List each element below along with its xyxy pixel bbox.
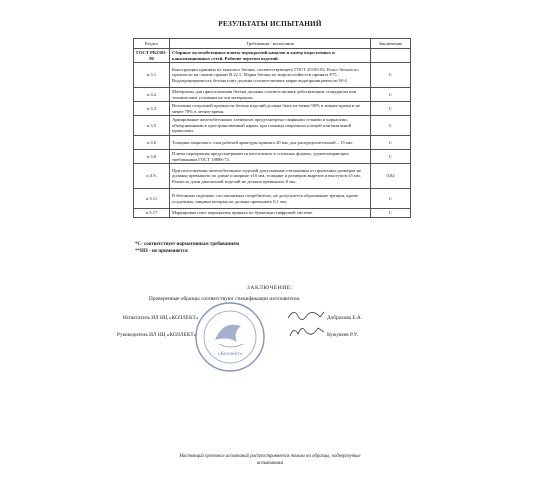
- footer-disclaimer: [0, 454, 540, 467]
- table-row: [134, 150, 411, 164]
- row-conclusion: С: [371, 150, 411, 164]
- row-conclusion: С: [371, 136, 411, 150]
- row-section: п.3.6: [134, 136, 170, 150]
- legend-notes: [135, 241, 239, 255]
- conclusion-text: Проверенные образцы соответствуют спецификации изготовителя.: [149, 296, 301, 302]
- col-header-section: Раздел: [134, 39, 170, 49]
- table-row: [134, 63, 411, 88]
- lab-stamp: [193, 300, 267, 374]
- row-section: п.3.1: [134, 63, 170, 88]
- standard-row: [134, 49, 411, 63]
- conclusion-heading: ЗАКЛЮЧЕНИЕ:: [247, 285, 293, 291]
- note-compliant: *С- соответствует нормативным требованиям: [135, 242, 240, 247]
- signer-1-name: Доброхова Е.А.: [327, 315, 363, 321]
- row-section: п.3.8: [134, 150, 170, 164]
- table-header-row: [134, 39, 411, 49]
- row-conclusion: С: [371, 63, 411, 88]
- standard-code: ГОСТ РК2305-86: [134, 49, 170, 63]
- row-conclusion: С: [371, 116, 411, 136]
- row-conclusion: С: [371, 209, 411, 218]
- document-title: РЕЗУЛЬТАТЫ ИСПЫТАНИЙ: [218, 20, 322, 28]
- row-conclusion: С: [371, 88, 411, 102]
- table-row: [134, 209, 411, 218]
- row-conclusion: С: [371, 189, 411, 209]
- row-section: п.3.2: [134, 88, 170, 102]
- row-section: п.3.5: [134, 116, 170, 136]
- standard-title: Сборные железобетонные плиты перекрытий каналов и камер водосточных и канализационных сетей. Рабочие чертежи изделий.: [170, 49, 371, 63]
- row-requirement: В бетонных изделиях, поставляемых потребителю, не допускается образование трещин, кроме усадочных, ширина которых не должна превышать 0,1 мм.: [170, 189, 371, 209]
- row-section: п.3.9.: [134, 164, 170, 189]
- table-row: [134, 116, 411, 136]
- signer-1-role: Испытатель ИЛ НЦ «КОЛЛЕКТ»: [123, 315, 199, 321]
- row-requirement: Материалы для приготовления бетона должны соответствовать действующим стандартам или техническим условиям на эти материалы.: [170, 88, 371, 102]
- row-conclusion: 0,02: [371, 164, 411, 189]
- note-not-applicable: **НП - не применяется: [135, 249, 188, 254]
- col-header-requirement: Требования / испытания: [170, 39, 371, 49]
- row-section: п.3.3: [134, 102, 170, 116]
- footer-line: испытаниям: [256, 460, 284, 466]
- table-row: [134, 88, 411, 102]
- table-row: [134, 164, 411, 189]
- row-requirement: Маркировка плит перекрытия принята по буквально-цифровой системе.: [170, 209, 371, 218]
- signature-1: [286, 306, 326, 322]
- row-requirement: Толщина защитного слоя рабочей арматуры принята 20 мм, для распределительной – 15 мм.: [170, 136, 371, 150]
- results-table: [133, 38, 411, 218]
- col-header-conclusion: Заключение: [371, 39, 411, 49]
- row-requirement: При изготовлении железобетонных изделий допускаемые отклонения от проектных размеров не должны превышать по длине и ширине ±10 мм, толщине и размерам вырезов и выступов ±5 мм. Разность длин диагоналей изделий не должна превышать 8 мм.: [170, 164, 371, 189]
- table-row: [134, 189, 411, 209]
- table-row: [134, 102, 411, 116]
- row-section: п.3.17: [134, 209, 170, 218]
- row-section: п.3.11: [134, 189, 170, 209]
- footer-line: Настоящий протокол испытаний распространяется только на образцы, подвергнутые: [179, 454, 361, 459]
- row-requirement: Величина отпускной прочности бетона изделий должна быть не менее 90% в зимнее время и не менее 70% в летнее время.: [170, 102, 371, 116]
- signer-2-role: Руководитель ИЛ НЦ «КОЛЛЕКТ»: [117, 332, 197, 338]
- signer-2-name: Кужукеев Р.У.: [327, 332, 358, 338]
- row-requirement: Армирование железобетонных элементов предусмотрено сварными сетками и каркасами, объединенными в пространственный каркас при помощи сварочных клещей или вязальной проволоки.: [170, 116, 371, 136]
- row-requirement: Конструкции приняты из тяжелого бетона, соответствующего ГОСТ 25192-82. Класс бетона по прочности на сжатие принят В 22,5. Марка бетона по морозостойкости принята F75. Водопроницаемость бетона плит должна соответствовать марке водопроницаемости W-4.: [170, 63, 371, 88]
- row-requirement: Плиты перекрытия предусматривается изготовлять в стальных формах, удовлетворяющих требованиям ГОСТ 18886-73.: [170, 150, 371, 164]
- row-conclusion: С: [371, 102, 411, 116]
- stamp-text: «Коллект»: [217, 351, 243, 357]
- table-row: [134, 136, 411, 150]
- standard-conclusion: [371, 49, 411, 63]
- signature-2: [288, 322, 326, 340]
